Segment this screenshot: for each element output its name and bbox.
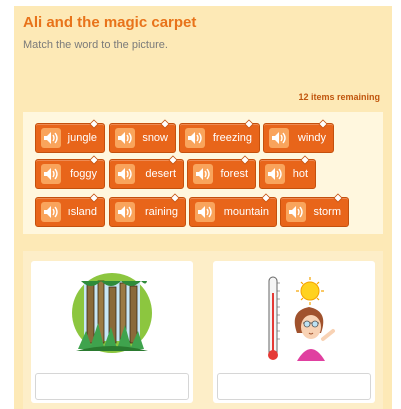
- word-tile-desert[interactable]: [109, 159, 184, 189]
- word-tile-island[interactable]: [35, 197, 105, 227]
- word-tile-windy[interactable]: [263, 123, 334, 153]
- word-tray: [23, 112, 383, 234]
- picture-card-1: [31, 261, 193, 403]
- word-label: hot: [292, 168, 308, 180]
- drag-handle-icon[interactable]: [159, 119, 171, 129]
- word-label: freezing: [212, 132, 252, 144]
- speaker-icon[interactable]: [41, 164, 61, 184]
- drag-handle-icon[interactable]: [317, 119, 329, 129]
- word-label: storm: [313, 206, 341, 218]
- speaker-icon[interactable]: [195, 202, 215, 222]
- word-tile-hot[interactable]: [259, 159, 316, 189]
- word-tile-forest[interactable]: [187, 159, 256, 189]
- answer-drop-slot-2[interactable]: [217, 373, 371, 400]
- word-label: windy: [297, 132, 326, 144]
- word-label: foggy: [70, 168, 97, 180]
- speaker-icon[interactable]: [193, 164, 213, 184]
- drag-handle-icon[interactable]: [260, 193, 272, 203]
- word-tile-mountain[interactable]: [189, 197, 277, 227]
- word-tile-raining[interactable]: [109, 197, 186, 227]
- word-label: desert: [145, 168, 176, 180]
- items-remaining-counter: 12 items remaining: [298, 92, 380, 102]
- drag-handle-icon[interactable]: [88, 193, 100, 203]
- jungle-picture: [31, 261, 193, 367]
- speaker-icon[interactable]: [185, 128, 205, 148]
- activity-instruction: Match the word to the picture.: [23, 39, 168, 51]
- speaker-icon[interactable]: [265, 164, 285, 184]
- word-label: jungle: [67, 132, 97, 144]
- word-label: forest: [220, 168, 248, 180]
- drag-handle-icon[interactable]: [88, 155, 100, 165]
- drag-handle-icon[interactable]: [88, 119, 100, 129]
- word-tile-storm[interactable]: [280, 197, 349, 227]
- speaker-icon[interactable]: [286, 202, 306, 222]
- drag-handle-icon[interactable]: [239, 155, 251, 165]
- word-tile-freezing[interactable]: [179, 123, 260, 153]
- drag-handle-icon[interactable]: [299, 155, 311, 165]
- activity-panel: [14, 6, 392, 409]
- speaker-icon[interactable]: [41, 128, 61, 148]
- answer-drop-slot-1[interactable]: [35, 373, 189, 400]
- speaker-icon[interactable]: [41, 202, 61, 222]
- word-label: snow: [142, 132, 168, 144]
- word-tile-foggy[interactable]: [35, 159, 105, 189]
- speaker-icon[interactable]: [115, 164, 135, 184]
- speaker-icon[interactable]: [115, 128, 135, 148]
- drag-handle-icon[interactable]: [167, 155, 179, 165]
- speaker-icon[interactable]: [269, 128, 289, 148]
- speaker-icon[interactable]: [115, 202, 135, 222]
- word-tile-snow[interactable]: [109, 123, 176, 153]
- word-label: mountain: [223, 206, 269, 218]
- word-label: raining: [144, 206, 178, 218]
- activity-title: Ali and the magic carpet: [23, 14, 197, 31]
- drag-handle-icon[interactable]: [169, 193, 181, 203]
- word-label: ısland: [67, 206, 97, 218]
- picture-area: [23, 251, 383, 409]
- word-tile-jungle[interactable]: [35, 123, 105, 153]
- drag-handle-icon[interactable]: [243, 119, 255, 129]
- drag-handle-icon[interactable]: [332, 193, 344, 203]
- picture-card-2: [213, 261, 375, 403]
- hot-weather-picture: [213, 261, 375, 367]
